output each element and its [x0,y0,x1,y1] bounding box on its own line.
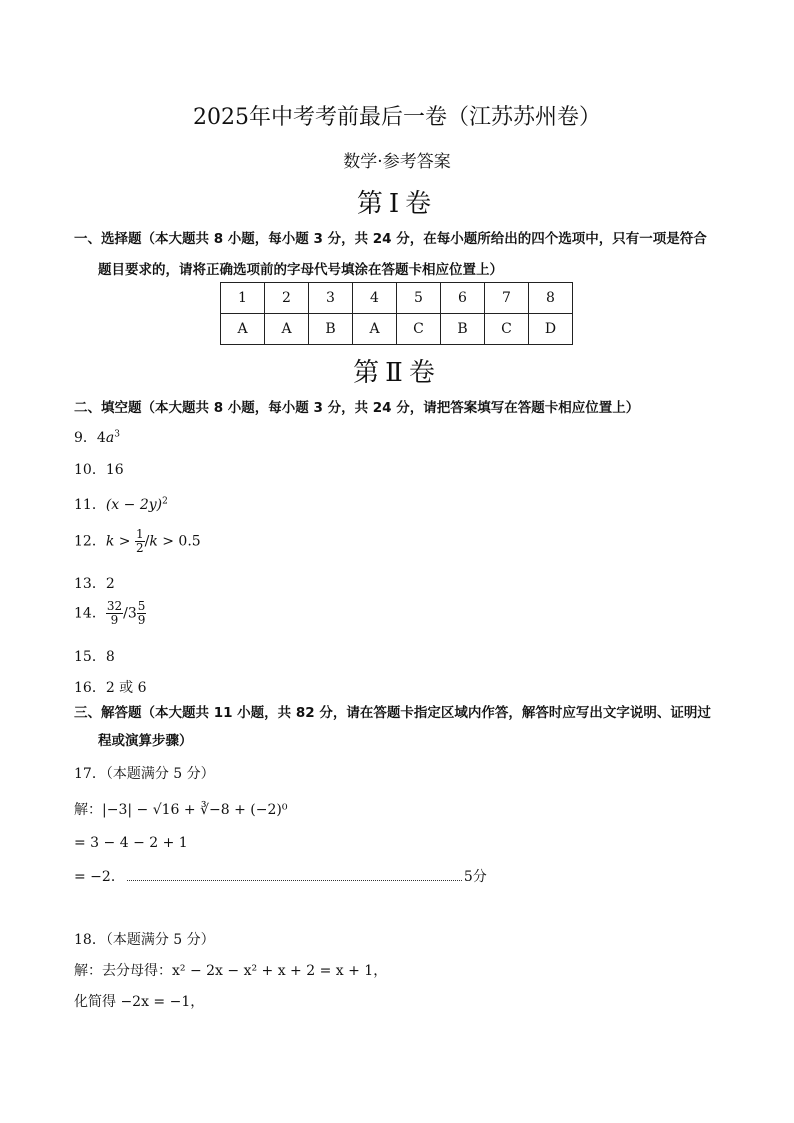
answer-10: 10．16 [74,462,124,478]
volume-one-heading: 第Ⅰ卷 [356,189,438,219]
answer-label: 11． [74,497,106,513]
answer-9 [74,427,120,447]
numerator: 1 [135,527,144,541]
section3-heading-line1: 三、解答题（本大题共 11 小题，共 82 分，请在答题卡指定区域内作答，解答时应写出文字说明、证明过 [74,705,711,721]
mixed-whole: 3 [127,605,137,622]
answer-cell: D [529,314,573,345]
question-18-title: 18．（本题满分 5 分） [74,932,215,948]
answer-13: 13．2 [74,576,115,592]
section3-heading-line2: 程或演算步骤） [98,733,193,749]
coefficient: 4 [96,430,106,446]
question-17-title: 17．（本题满分 5 分） [74,766,215,782]
question-number-cell: 2 [265,283,309,314]
section2-heading: 二、填空题（本大题共 8 小题，每小题 3 分，共 24 分，请把答案填写在答题卡相应位置上） [74,400,640,416]
denominator: 9 [110,613,119,627]
question-number-cell: 8 [529,283,573,314]
answer-cell: B [441,314,485,345]
answer-label: 14． [74,605,106,622]
question-number-row [221,283,573,314]
page-title: 2025年中考考前最后一卷（江苏苏州卷） [193,105,601,130]
separator: / [144,533,150,550]
question-17-solution-line1: 解：|−3| − √16 + ∛−8 + (−2)⁰ [74,802,288,818]
fraction-mixed-part [137,600,147,627]
answer-cell: A [353,314,397,345]
question-number-cell: 7 [485,283,529,314]
variable-k: k [149,533,158,550]
greater-than-decimal: > 0.5 [157,533,201,550]
numerator: 32 [106,599,123,613]
answer-row [221,314,573,345]
answer-cell: B [309,314,353,345]
question-18-solution-line1: 解：去分母得：x² − 2x − x² + x + 2 = x + 1， [74,963,388,979]
page-subtitle: 数学·参考答案 [343,152,451,172]
answer-12 [74,528,201,555]
answer-cell: A [221,314,265,345]
question-number-cell: 1 [221,283,265,314]
exponent: 2 [162,496,168,507]
question-17-solution-line2: = 3 − 4 − 2 + 1 [74,835,188,851]
answer-label: 9． [74,430,97,446]
greater-than: > [114,533,135,550]
denominator: 9 [137,613,146,627]
score-label: 5分 [463,869,487,885]
question-17-solution-line3 [74,866,487,886]
volume-two-heading: 第Ⅱ卷 [353,358,441,388]
question-number-cell: 4 [353,283,397,314]
expression-base: (x − 2y) [105,497,163,513]
fraction-one-half [135,528,145,555]
question-18-solution-line2: 化简得 −2x = −1， [74,994,205,1010]
question-number-cell: 6 [441,283,485,314]
answer-cell: A [265,314,309,345]
answer-14 [74,600,146,627]
denominator: 2 [135,541,144,555]
answer-16: 16．2 或 6 [74,680,147,696]
result-text: = −2． [74,869,125,885]
section1-heading-line1: 一、选择题（本大题共 8 小题，每小题 3 分，共 24 分，在每小题所给出的四个选项中，只有一项是符合 [74,231,707,247]
answer-cell: C [485,314,529,345]
dotted-leader [127,870,462,881]
variable-k: k [105,533,115,550]
answer-11 [74,494,168,514]
variable: a [105,430,115,446]
separator: / [123,605,128,622]
answer-table [220,282,573,345]
answer-cell: C [397,314,441,345]
answer-label: 12． [74,533,106,550]
answer-15: 15．8 [74,649,115,665]
numerator: 5 [137,599,146,613]
question-number-cell: 3 [309,283,353,314]
fraction-improper [106,600,123,627]
section1-heading-line2: 题目要求的，请将正确选项前的字母代号填涂在答题卡相应位置上） [98,262,503,278]
question-number-cell: 5 [397,283,441,314]
exponent: 3 [114,429,120,440]
